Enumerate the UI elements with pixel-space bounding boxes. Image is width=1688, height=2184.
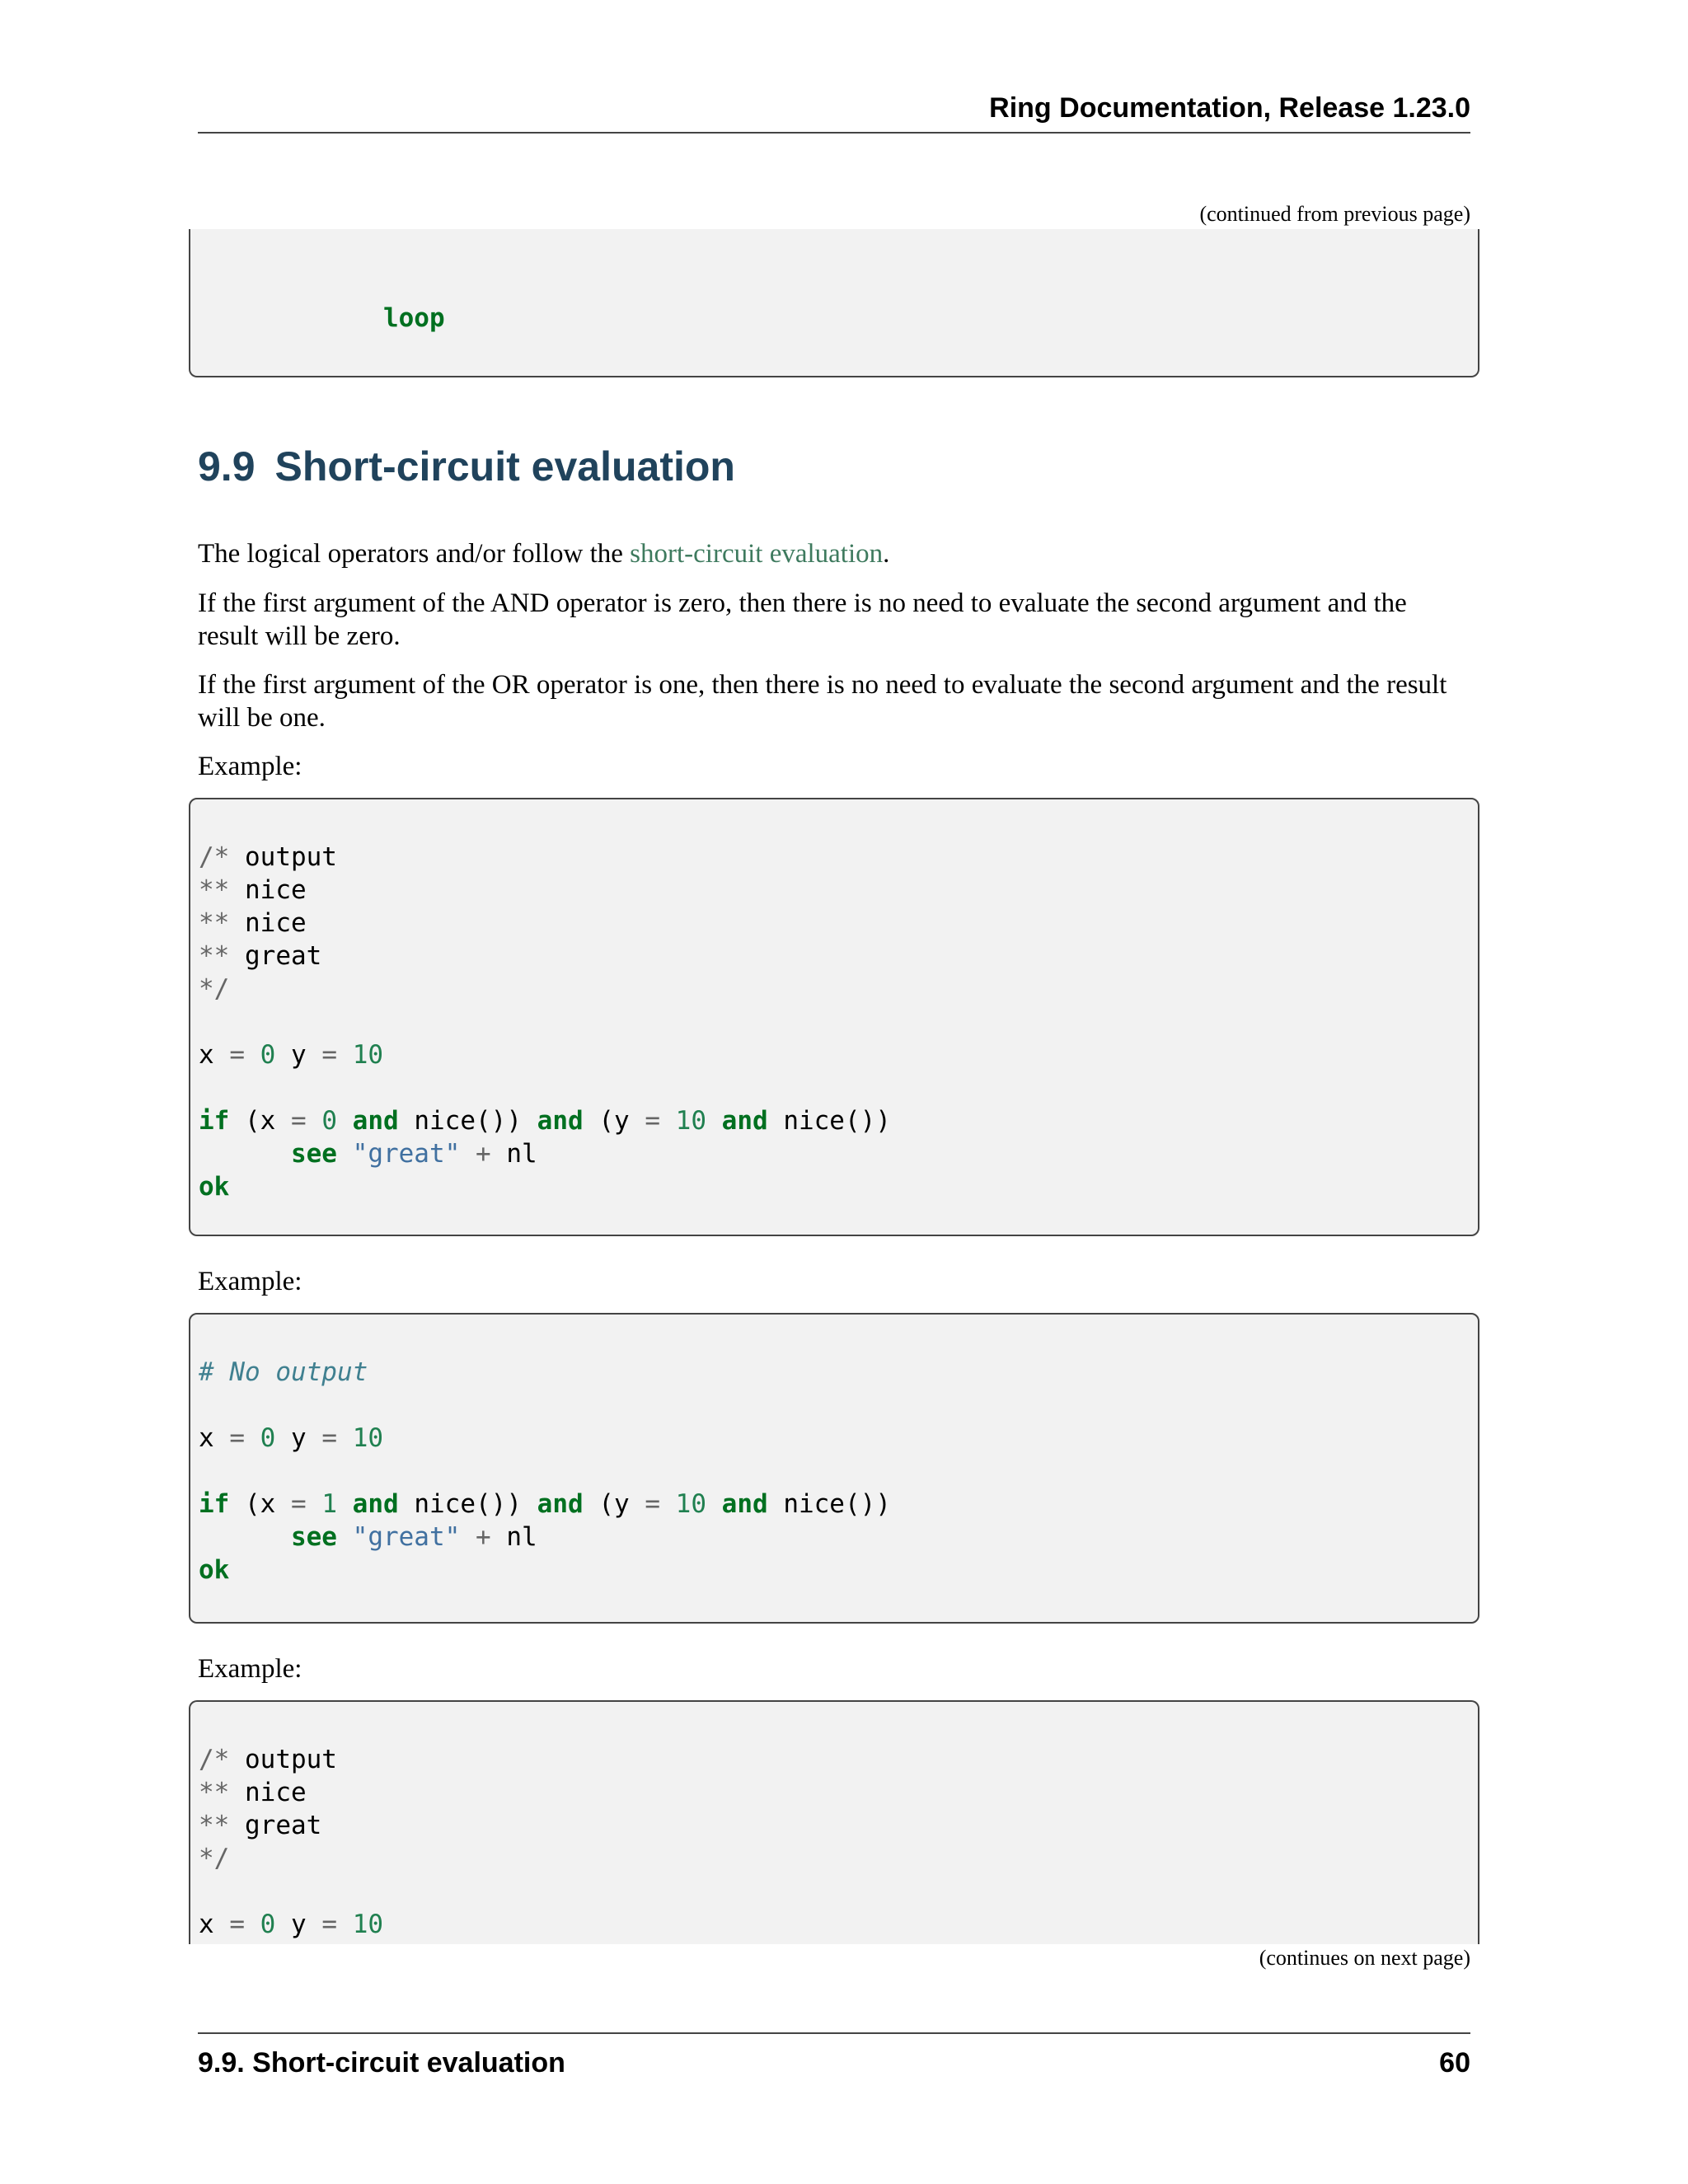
paragraph-and: If the first argument of the AND operator is zero, then there is no need to evaluate the second argument and the result will be zero. [198, 588, 1407, 651]
section-title: Short-circuit evaluation [274, 443, 735, 490]
code-block-example-2 [189, 1313, 1479, 1624]
code-block-example-1 [189, 798, 1479, 1236]
code-line: x = 0 y = 10 [199, 1423, 384, 1453]
code-line: see "great" + nl [290, 1139, 537, 1169]
code-line: ** great [199, 941, 322, 971]
code-line: if (x = 1 and nice()) and (y = 10 and nice()) [199, 1489, 891, 1519]
code-line: /* output [199, 1745, 337, 1774]
code-line: ** nice [199, 908, 307, 938]
footer-section-title: 9.9. Short-circuit evaluation [198, 2047, 565, 2079]
code-line: # No output [199, 1357, 368, 1387]
code-line: ok [199, 1555, 230, 1585]
code-line: */ [199, 974, 230, 1004]
code-line: see "great" + nl [290, 1522, 537, 1552]
document-title: Ring Documentation, Release 1.23.0 [989, 92, 1470, 124]
page-footer [198, 2032, 1470, 2079]
example-label: Example: [198, 1267, 302, 1296]
code-line: if (x = 0 and nice()) and (y = 10 and nice()) [199, 1106, 891, 1136]
continues-on-note: (continues on next page) [1259, 1946, 1470, 1970]
code-line: loop [199, 303, 445, 333]
code-block-example-3 [189, 1700, 1479, 1944]
paragraph-or: If the first argument of the OR operator is one, then there is no need to evaluate the second argument and the result will be one. [198, 670, 1447, 733]
code-line: x = 0 y = 10 [199, 1040, 384, 1070]
short-circuit-link[interactable]: short-circuit evaluation [630, 539, 884, 569]
code-line: ** great [199, 1811, 322, 1840]
code-line [199, 1619, 1470, 1624]
page-number: 60 [1439, 2047, 1470, 2079]
code-line: */ [199, 1844, 230, 1873]
code-line: ** nice [199, 1778, 307, 1807]
section-number: 9.9 [198, 443, 256, 490]
code-line: x = 0 y = 10 [199, 1910, 384, 1939]
paragraph-intro: The logical operators and/or follow the short-circuit evaluation. [198, 539, 890, 569]
continued-from-note: (continued from previous page) [1199, 202, 1470, 226]
page-header [198, 89, 1470, 134]
code-line: ok [199, 1172, 230, 1202]
code-line: ** nice [199, 875, 307, 905]
example-label: Example: [198, 1654, 302, 1684]
code-line: /* output [199, 842, 337, 872]
section-heading [198, 443, 735, 490]
code-block-continued [189, 229, 1479, 377]
example-label: Example: [198, 752, 302, 781]
